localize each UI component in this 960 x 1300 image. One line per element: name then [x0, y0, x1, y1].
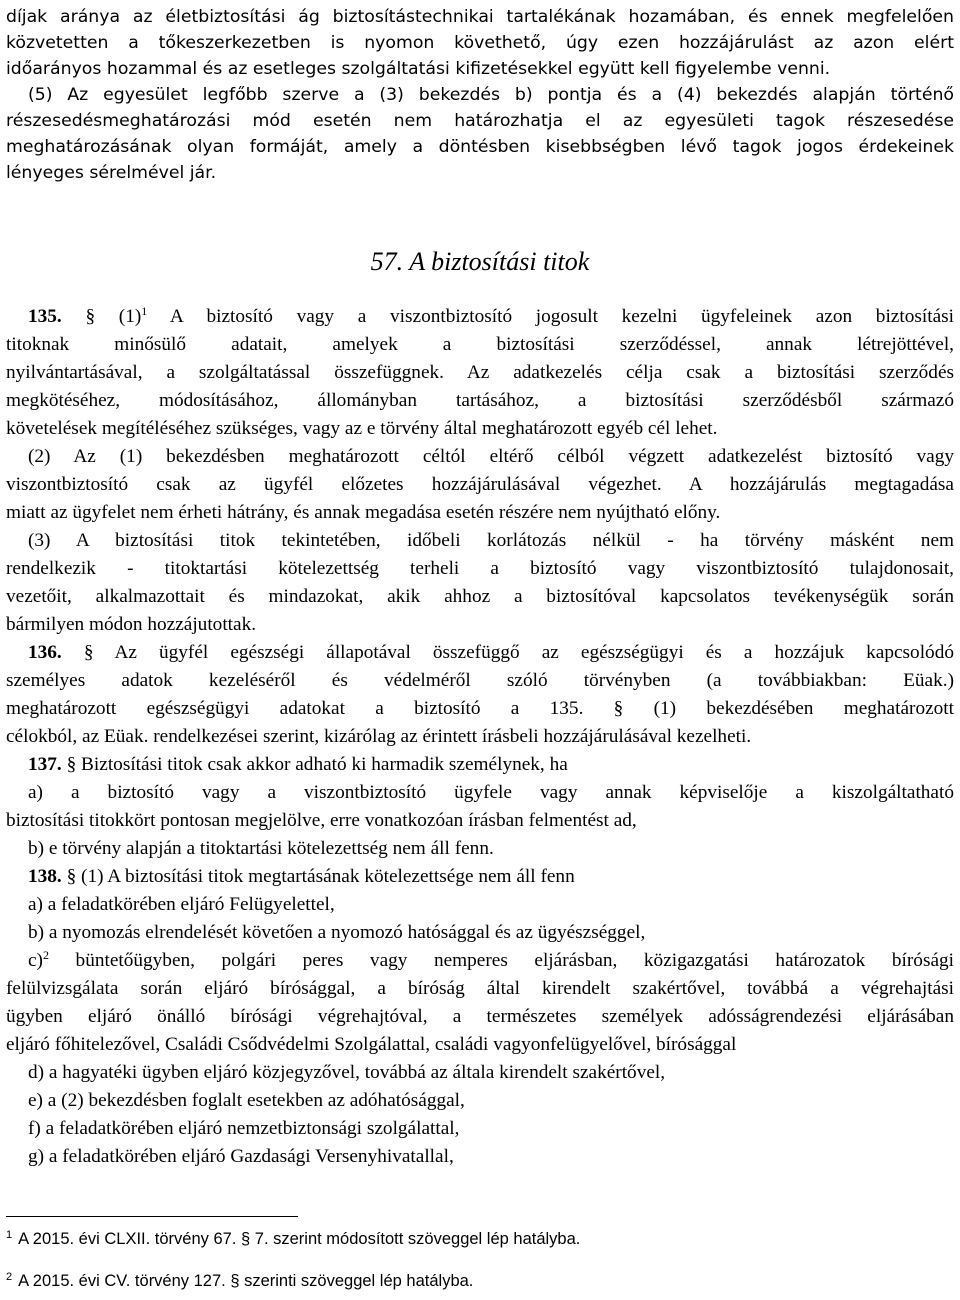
text-line: felülvizsgálata során eljáró bírósággal, a bíróság által kirendelt szakértővel, továbbá a végrehajtási	[6, 978, 954, 999]
section-number: 138.	[28, 866, 62, 887]
text-line: részesedésmeghatározási mód esetén nem határozhatja el az egyesületi tagok részesedése	[6, 111, 954, 131]
section-number: 137.	[28, 754, 62, 775]
section-138-first-line	[6, 864, 954, 890]
section-text: (1) A biztosítási titok megtartásának kötelezettsége nem áll fenn	[81, 866, 575, 887]
section-text: Az ügyfél egészségi állapotával összefüggő az egészségügyi és a hozzájuk kapcsolódó	[114, 642, 954, 663]
footnote-ref-1[interactable]: 1	[141, 304, 148, 318]
section-sign: §	[66, 754, 77, 775]
section-number: 135.	[28, 306, 62, 327]
item-label: c)	[28, 950, 43, 971]
list-item-g: g) a feladatkörében eljáró Gazdasági Versenyhivatallal,	[28, 1146, 454, 1167]
section-sign: §	[85, 306, 96, 327]
item-text: büntetőügyben, polgári peres vagy nemperes eljárásban, közigazgatási határozatok bírósági	[75, 950, 954, 971]
text-line: meghatározásának olyan formáját, amely a döntésben kisebbségben lévő tagok jogos érdekeinek	[6, 137, 954, 157]
text-line: (3) A biztosítási titok tekintetében, időbeli korlátozás nélkül - ha törvény másként nem	[28, 530, 954, 551]
text-line: viszontbiztosító csak az ügyfél előzetes hozzájárulásával végezhet. A hozzájárulás megtagadása	[6, 474, 954, 495]
text-line: időarányos hozammal és az esetleges szolgáltatási kifizetésekkel együtt kell figyelembe venni.	[6, 59, 831, 79]
text-line: biztosítási titokkört pontosan megjelölve, erre vonatkozóan írásban felmentést ad,	[6, 810, 637, 831]
text-line: nyilvántartásával, a szolgáltatással összefüggnek. Az adatkezelés célja csak a biztosítási szerződés	[6, 362, 954, 383]
text-line: meghatározott egészségügyi adatokat a biztosító a 135. § (1) bekezdésében meghatározott	[6, 698, 954, 719]
text-line: célokból, az Eüak. rendelkezései szerint, kizárólag az érintett írásbeli hozzájárulásával kezelheti.	[6, 726, 752, 747]
text-line: megkötéséhez, módosításához, állományban tartásához, a biztosítási szerződésből származó	[6, 390, 954, 411]
footnote-2	[6, 1270, 473, 1292]
footnote-text: A 2015. évi CV. törvény 127. § szerinti szöveggel lép hatályba.	[18, 1272, 474, 1290]
list-item-e: e) a (2) bekezdésben foglalt esetekben az adóhatósággal,	[28, 1090, 465, 1111]
footnote-ref-2[interactable]: 2	[42, 948, 49, 962]
footnote-number: 2	[6, 1271, 13, 1283]
list-item-c	[6, 948, 954, 974]
text-line: vezetőit, alkalmazottait és mindazokat, akik ahhoz a biztosítóval kapcsolatos tevékenységük során	[6, 586, 954, 607]
text-line: rendelkezik - titoktartási kötelezettség terheli a biztosító vagy viszontbiztosító tulajdonosait,	[6, 558, 954, 579]
list-item-b: b) a nyomozás elrendelését követően a nyomozó hatósággal és az ügyészséggel,	[28, 922, 646, 943]
text-line: eljáró főhitelezővel, Családi Csődvédelmi Szolgálattal, családi vagyonfelügyelővel, bírósággal	[6, 1034, 737, 1055]
paragraph-5-first-line: (5) Az egyesület legfőbb szerve a (3) bekezdés b) pontja és a (4) bekezdés alapján történő	[28, 85, 954, 105]
footnote-text: A 2015. évi CLXII. törvény 67. § 7. szerint módosított szöveggel lép hatályba.	[18, 1230, 581, 1248]
text-line: ügyben eljáró önálló bírósági végrehajtóval, a természetes személyek adósságrendezési eljárásában	[6, 1006, 954, 1027]
text-line: (2) Az (1) bekezdésben meghatározott céltól eltérő célból végzett adatkezelést biztosító vagy	[28, 446, 954, 467]
section-sign: §	[83, 642, 94, 663]
text-line: bármilyen módon hozzájutottak.	[6, 614, 257, 635]
section-text: A biztosító vagy a viszontbiztosító jogosult kezelni ügyfeleinek azon biztosítási	[169, 306, 954, 327]
text-line: titoknak minősülő adatait, amelyek a biztosítási szerződéssel, annak létrejöttével,	[6, 334, 954, 355]
footnote-separator	[6, 1216, 298, 1217]
list-item-d: d) a hagyatéki ügyben eljáró közjegyzővel, továbbá az általa kirendelt szakértővel,	[28, 1062, 666, 1083]
section-text: Biztosítási titok csak akkor adható ki harmadik személynek, ha	[81, 754, 568, 775]
section-136-first-line	[6, 640, 954, 666]
list-item-a: a) a feladatkörében eljáró Felügyelettel,	[28, 894, 335, 915]
section-heading: 57. A biztosítási titok	[370, 247, 590, 276]
section-137-first-line	[6, 752, 954, 778]
text-line: követelések megítéléséhez szükséges, vagy az e törvény által meghatározott egyéb cél lehet.	[6, 418, 718, 439]
list-item-f: f) a feladatkörében eljáró nemzetbiztonsági szolgálattal,	[28, 1118, 460, 1139]
section-number: 136.	[28, 642, 62, 663]
text-line: díjak aránya az életbiztosítási ág biztosítástechnikai tartalékának hozamában, és ennek megfelelően	[6, 7, 954, 27]
footnote-1	[6, 1228, 580, 1250]
section-135-first-line	[6, 304, 954, 330]
text-line: közvetetten a tőkeszerkezetben is nyomon követhető, úgy ezen hozzájárulást az azon elért	[6, 33, 954, 53]
footnote-number: 1	[6, 1229, 13, 1241]
subsection-number: (1)	[118, 306, 142, 327]
list-item-b: b) e törvény alapján a titoktartási kötelezettség nem áll fenn.	[28, 838, 494, 859]
section-sign: §	[66, 866, 77, 887]
list-item-a: a) a biztosító vagy a viszontbiztosító ügyfele vagy annak képviselője a kiszolgáltatható	[28, 782, 954, 803]
text-line: személyes adatok kezeléséről és védelméről szóló törvényben (a továbbiakban: Eüak.)	[6, 670, 954, 691]
text-line: lényeges sérelmével jár.	[6, 163, 217, 183]
text-line: miatt az ügyfelet nem érheti hátrány, és annak megadása esetén részére nem nyújtható előny.	[6, 502, 721, 523]
